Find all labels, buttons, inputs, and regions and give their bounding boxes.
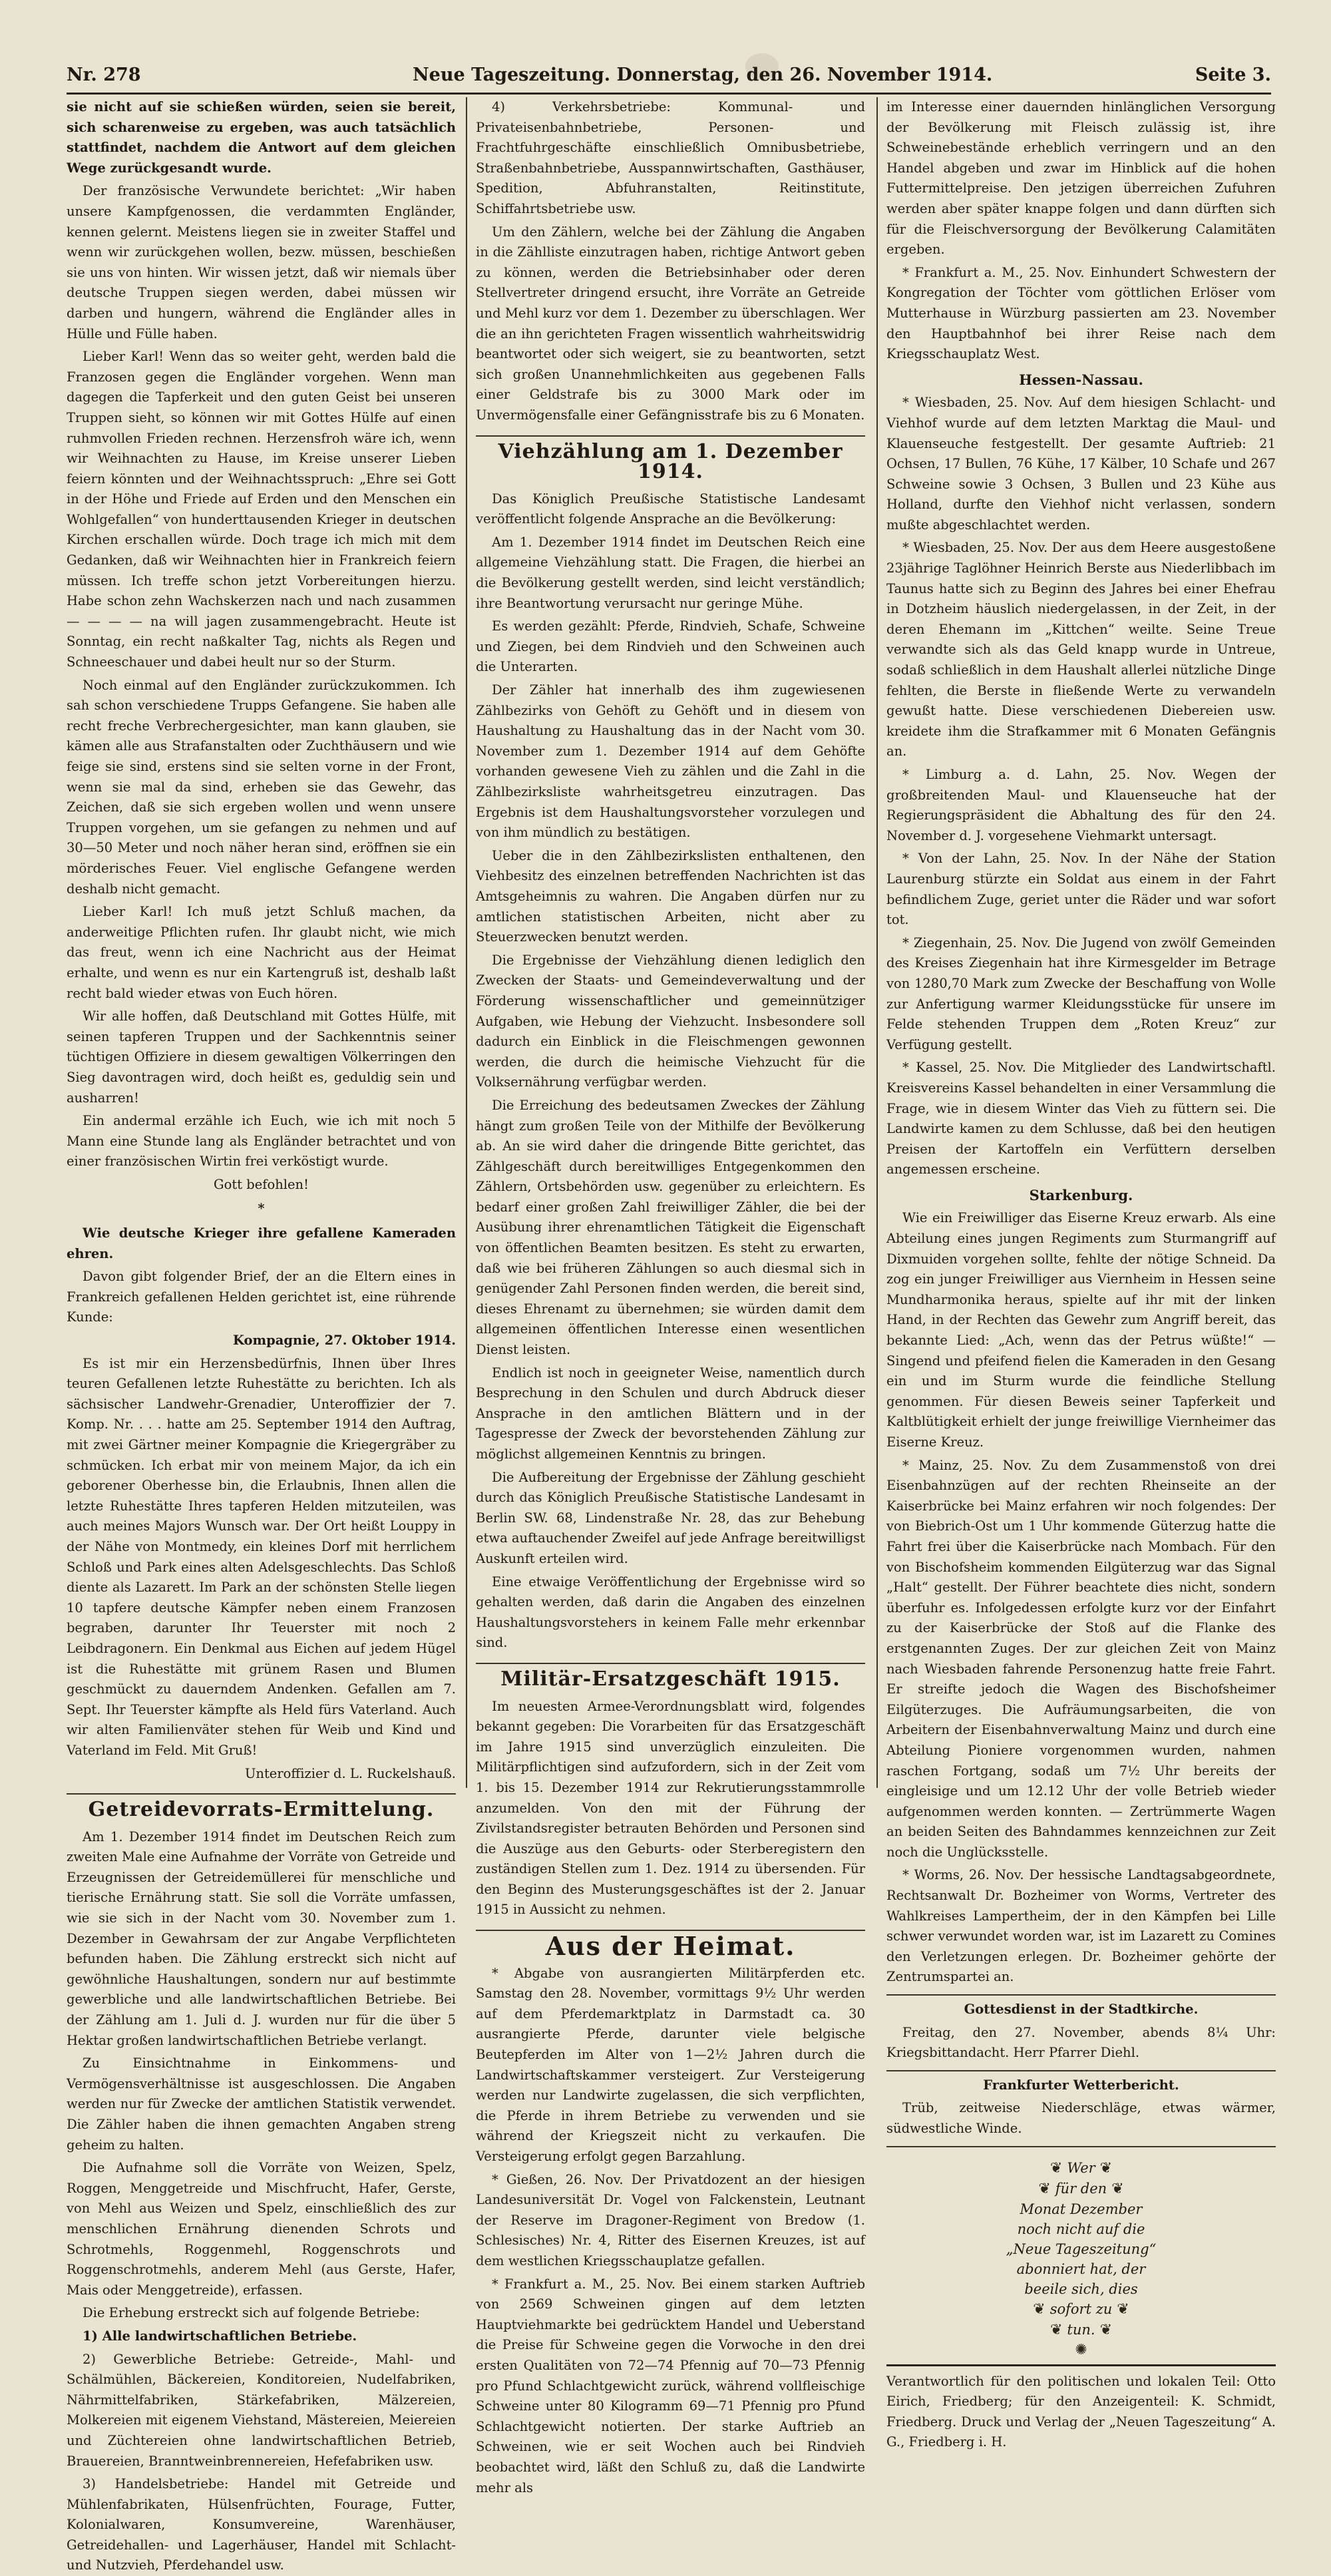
paragraph: Die Aufnahme soll die Vorräte von Weizen, Spelz, Roggen, Menggetreide und Mischfrucht, Hafer, Gerste, von Mehl aus Weizen und Spelz, einschließlich des zur menschlichen Ernährung dienenden Schrots und Schrotmehls, Roggenmehl, Roggenschrots und Roggenschrotmehls, anderem Mehl (aus Gerste, Hafer, Mais oder Menggetreide), erfassen. <box>67 2160 456 2298</box>
page-number: Seite 3. <box>1195 65 1271 85</box>
paragraph: Das Königlich Preußische Statistische Landesamt veröffentlicht folgende Ansprache an die Bevölkerung: <box>476 491 865 527</box>
rule <box>886 2146 1276 2147</box>
ad-line: tun. <box>1067 2321 1095 2338</box>
paragraph: Trüb, zeitweise Niederschläge, etwas wärmer, südwestliche Winde. <box>886 2100 1276 2136</box>
headline-viehzaehlung: Viehzählung am 1. Dezember 1914. <box>476 435 865 483</box>
article-lead: Wie deutsche Krieger ihre gefallene Kameraden ehren. <box>67 1225 456 1261</box>
paragraph: Zu Einsichtnahme in Einkommens- und Vermögensverhältnisse ist ausgeschlossen. Die Angaben werden nur für Zwecke der amtlichen Statistik verwendet. Die Zähler haben die ihnen gemachten Angaben streng geheim zu halten. <box>67 2055 456 2153</box>
list-item: 2) Gewerbliche Betriebe: Getreide-, Mahl- und Schälmühlen, Bäckereien, Konditoreien, Nudelfabriken, Nährmittelfabriken, Stärkefabriken, Mälzereien, Molkereien mit eigenem Viehstand, Mästereien, Meiereien und Züchtereien ohne landwirtschaftlichen Betrieb, Brauereien, Branntweinbrennereien, Hefefabriken usw. <box>67 2351 456 2469</box>
subscription-advert <box>982 2158 1181 2360</box>
paragraph: Ueber die in den Zählbezirkslisten enthaltenen, den Viehbesitz des einzelnen betreffenden Nachrichten ist das Amtsgeheimnis zu wahren. Die Angaben dürfen nur zu amtlichen statistischen Arbeiten, nicht aber zu Steuerzwecken benutzt werden. <box>476 847 865 945</box>
paragraph: sie nicht auf sie schießen würden, seien sie bereit, sich scharenweise zu ergeben, was auch tatsächlich stattfindet, nachdem die Antwort auf dem gleichen Wege zurückgesandt wurde. <box>67 99 456 176</box>
paragraph: im Interesse einer dauernden hinlänglichen Versorgung der Bevölkerung mit Fleisch zulässig ist, ihre Schweinebestände erheblich verringern und an den Handel abgeben und zwar im Hinblick auf die hohen Futtermittelpreise. Den jetzigen überreichen Zufuhren werden aber später knappe folgen und dann dürften sich für die Fleischversorgung der Bevölkerung Calamitäten ergeben. <box>886 99 1276 258</box>
paragraph: * Frankfurt a. M., 25. Nov. Bei einem starken Auftrieb von 2569 Schweinen gingen auf dem letzten Hauptviehmarkte bei gedrücktem Handel und Ueberstand die Preise für Schweine gegen die Vorwoche in den drei ersten Qualitäten von 72—74 Pfennig auf 70—73 Pfennig pro Pfund Schlachtgewicht zurück, während vollfleischige Schweine unter 80 Kilogramm 69—71 Pfennig pro Pfund Schlachtgewicht notierten. Der starke Auftrieb an Schweinen, wie er seit Wochen auch bei Rindvieh beobachtet wird, läßt den Schluß zu, daß die Landwirte mehr als <box>476 2276 865 2495</box>
paragraph: Im neuesten Armee-Verordnungsblatt wird, folgendes bekannt gegeben: Die Vorarbeiten für das Ersatzgeschäft im Jahre 1915 sind unverzüglich einzuleiten. Die Militärpflichtigen sind aufzufordern, sich in der Zeit vom 1. bis 15. Dezember 1914 zur Rekrutierungsstammrolle anzumelden. Von den mit der Führung der Zivilstandsregister betrauten Behörden und Personen sind die Auszüge aus den Geburts- oder Sterberegistern den zuständigen Stellen zum 1. Dez. 1914 zu übersenden. Für den Beginn des Musterungsgeschäftes ist der 2. Januar 1915 in Aussicht zu nehmen. <box>476 1698 865 1918</box>
paragraph: Die Erhebung erstreckt sich auf folgende Betriebe: <box>83 2305 420 2321</box>
list-item: 4) Verkehrsbetriebe: Kommunal- und Privateisenbahnbetriebe, Personen- und Frachtfuhrgeschäfte einschließlich Omnibusbetriebe, Straßenbahnbetriebe, Ausspannwirtschaften, Gasthäuser, Spedition, Abfuhranstalten, Reitinstitute, Schiffahrtsbetriebe usw. <box>476 99 865 216</box>
separator: * <box>258 1201 265 1217</box>
list-item: 1) Alle landwirtschaftlichen Betriebe. <box>83 2328 357 2344</box>
paragraph: Es ist mir ein Herzensbedürfnis, Ihnen über Ihres teuren Gefallenen letzte Ruhestätte zu berichten. Ich als sächsischer Landwehr-Grenadier, Unteroffizier der 7. Komp. Nr. . . . hatte am 25. September 1914 den Auftrag, mit zwei Gärtner meiner Kompagnie die Kriegergräber zu schmücken. Ich erbat mir von meinem Major, da ich ein geborener Oberhesse bin, die Erlaubnis, Ihnen allen die letzte Ruhestätte Ihres tapferen Helden mitzuteilen, was auch meines Majors Wunsch war. Der Ort heißt Louppy in der Nähe von Montmedy, ein kleines Dorf mit herrlichem Schloß und Park eines alten Adelsgeschlechts. Das Schloß diente als Lazarett. Im Park an der schönsten Stelle liegen 10 tapfere deutsche Kämpfer neben einem Franzosen begraben, darunter Ihr Teuerster mit noch 2 Leibdragonern. Ein Denkmal aus Eichen auf jedem Hügel ist die Ruhestätte mit grünem Rasen und Blumen geschmückt zu dauerndem Andenken. Gefallen am 7. Sept. Ihr Teuerster kämpfte als Held fürs Vaterland. Auch wir alten Familienväter stehen für Weib und Kind und Vaterland im Feld. Mit Gruß! <box>67 1355 456 1758</box>
paragraph: Wir alle hoffen, daß Deutschland mit Gottes Hülfe, mit seinen tapferen Truppen und der Sachkenntnis seiner tüchtigen Offiziere in diesem gewaltigen Völkerringen den Sieg davontragen wird, doch heißt es, geduldig sein und ausharren! <box>67 1008 456 1106</box>
paragraph: Die Aufbereitung der Ergebnisse der Zählung geschieht durch das Königlich Preußische Statistische Landesamt in Berlin SW. 68, Lindenstraße Nr. 28, das zur Behebung etwa auftauchender Zweifel auf jede Anfrage bereitwilligst Auskunft erteilen wird. <box>476 1469 865 1566</box>
headline-getreide: Getreidevorrats-Ermittelung. <box>67 1793 456 1821</box>
header-title: Neue Tageszeitung. Donnerstag, den 26. November 1914. <box>413 65 993 85</box>
ornament-icon: ❦ <box>1038 2180 1055 2197</box>
paragraph: Noch einmal auf den Engländer zurückzukommen. Ich sah schon verschiedene Trupps Gefangene. Sie haben alle recht freche Verbrechergesichter, man kann glauben, sie kämen alle aus Strafanstalten oder Zuchthäusern und wie feige sie sind, erstens sind sie selten vorne in der Front, wenn sie mal da sind, erheben sie das Gewehr, das Zeichen, daß sie sich ergeben wollen und wenn unsere Truppen vorgehen, um sie gefangen zu nehmen und auf 30—50 Meter und noch näher heran sind, eröffnen sie ein mörderisches Feuer. Viel englische Gefangene werden deshalb nicht gemacht. <box>67 677 456 897</box>
paragraph: Am 1. Dezember 1914 findet im Deutschen Reich eine allgemeine Viehzählung statt. Die Fragen, die hierbei an die Bevölkerung gestellt werden, sind leicht verständlich; ihre Beantwortung verursacht nur geringe Mühe. <box>476 534 865 611</box>
paragraph: Am 1. Dezember 1914 findet im Deutschen Reich zum zweiten Male eine Aufnahme der Vorräte von Getreide und Erzeugnissen der Getreidemüllerei für menschliche und tierische Ernährung statt. Sie soll die Vorräte umfassen, wie sie sich in der Nacht vom 30. November zum 1. Dezember in Gewahrsam der zur Angabe Verpflichteten befunden haben. Die Zählung erstreckt sich nicht auf gewöhnliche Haushaltungen, sondern nur auf bestimmte gewerbliche und alle landwirtschaftlichen Betriebe. Bei der Zählung am 1. Juli d. J. wurden nur für die über 5 Hektar großen landwirtschaftlichen Betriebe verlangt. <box>67 1828 456 2048</box>
ad-line: „Neue Tageszeitung“ <box>1006 2241 1157 2257</box>
section-starkenburg: Starkenburg. <box>1029 1186 1133 1203</box>
paragraph: Wie ein Freiwilliger das Eiserne Kreuz erwarb. Als eine Abteilung eines jungen Regiments zum Sturmangriff auf Dixmuiden vorgehen sollte, fehlte der nötige Schneid. Da zog ein junger Freiwilliger aus Viernheim in Hessen seine Mundharmonika heraus, spielte auf ihr mit der linken Hand, in der Rechten das Gewehr zum Angriff bereit, das bekannte Lied: „Ach, wenn das der Petrus wüßte!“ — Singend und pfeifend fielen die Kameraden in den Gesang ein und im Sturm wurde die feindliche Stellung genommen. Für diesen Beweis seiner Tapferkeit und Kaltblütigkeit erhielt der junge freiwillige Viernheimer das Eiserne Kreuz. <box>886 1210 1276 1450</box>
ornament-icon: ❦ <box>1095 2321 1113 2338</box>
rule <box>886 1994 1276 1996</box>
paragraph: Der Zähler hat innerhalb des ihm zugewiesenen Zählbezirks von Gehöft zu Gehöft und in diesem von Haushaltung zu Haushaltung das in der Nacht vom 30. November zum 1. Dezember 1914 auf dem Gehöfte vorhanden gewesene Vieh zu zählen und die Zahl in die Zählbezirksliste wahrheitsgetreu einzutragen. Das Ergebnis ist dem Haushaltungsvorsteher vorzulegen und von ihm mündlich zu bestätigen. <box>476 682 865 841</box>
column-3 <box>886 97 1276 2450</box>
paragraph: * Wiesbaden, 25. Nov. Auf dem hiesigen Schlacht- und Viehhof wurde auf dem letzten Marktag die Maul- und Klauenseuche festgestellt. Der gesamte Auftrieb: 21 Ochsen, 17 Bullen, 76 Kühe, 17 Kälber, 10 Schafe und 267 Schweine sowie 3 Ochsen, 3 Bullen und 23 Kühe aus Holland, durfte den Viehhof nicht verlassen, sondern mußte abgeschlachtet werden. <box>886 395 1276 533</box>
ad-line: sofort zu <box>1049 2300 1113 2317</box>
letter-dateline: Kompagnie, 27. Oktober 1914. <box>232 1333 456 1349</box>
column-2 <box>476 97 865 2495</box>
paragraph: Eine etwaige Veröffentlichung der Ergebnisse wird so gehalten werden, daß darin die Angaben des einzelnen Haushaltungsvorstehers in keinem Falle mehr erkennbar sind. <box>476 1574 865 1651</box>
ad-line: Wer <box>1067 2159 1095 2176</box>
paragraph: * Gießen, 26. Nov. Der Privatdozent an der hiesigen Landesuniversität Dr. Vogel von Falckenstein, Leutnant der Reserve im Dragoner-Regiment von Bredow (1. Schlesisches) Nr. 4, Ritter des Eisernen Kreuzes, ist auf dem westlichen Kriegsschauplatze gefallen. <box>476 2171 865 2268</box>
rule <box>886 2070 1276 2071</box>
ad-line: noch nicht auf die <box>1017 2221 1145 2237</box>
issue-number: Nr. 278 <box>67 65 141 85</box>
paragraph: Lieber Karl! Ich muß jetzt Schluß machen, da anderweitige Pflichten rufen. Ihr glaubt nicht, wie mich das freut, wenn ich eine Nachricht aus der Heimat erhalte, und wenn es nur ein Kartengruß ist, deshalb laßt recht bald wieder etwas von Euch hören. <box>67 904 456 1001</box>
weather-title: Frankfurter Wetterbericht. <box>983 2077 1179 2093</box>
ornament-medallion-icon: ✺ <box>1075 2341 1087 2358</box>
paragraph: * Worms, 26. Nov. Der hessische Landtagsabgeordnete, Rechtsanwalt Dr. Bozheimer von Worms, Vertreter des Wahlkreises Lampertheim, der in den Kämpfen bei Lille schwer verwundet worden war, ist im Lazarett zu Comines den Verletzungen erlegen. Dr. Bozheimer gehörte der Zentrumspartei an. <box>886 1867 1276 1985</box>
paragraph: Die Ergebnisse der Viehzählung dienen lediglich den Zwecken der Staats- und Gemeindeverwaltung und der Förderung wissenschaftlicher und gemeinnütziger Aufgaben, wie Hebung der Viehzucht. Insbesondere soll dadurch ein Einblick in die Fleischmengen gewonnen werden, die durch die heimische Viehzucht für die Volksernährung verfügbar werden. <box>476 952 865 1090</box>
paragraph: * Kassel, 25. Nov. Die Mitglieder des Landwirtschaftl. Kreisvereins Kassel behandelten in einer Versammlung die Frage, wie in diesem Winter das Vieh zu füttern sei. Die Landwirte kamen zu dem Schlusse, daß bei den heutigen Preisen der Kartoffeln ein Verfüttern derselben angemessen erscheine. <box>886 1060 1276 1178</box>
list-item: 3) Handelsbetriebe: Handel mit Getreide und Mühlenfabrikaten, Hülsenfrüchten, Fourage, Futter, Kolonialwaren, Konsumvereine, Warenhäuser, Getreidehallen- und Lagerhäuser, Handel mit Schlacht- und Nutzvieh, Pferdehandel usw. <box>67 2476 456 2573</box>
masthead <box>67 63 1271 95</box>
ad-line: beeile sich, dies <box>1024 2280 1138 2297</box>
column-rule <box>466 97 467 1788</box>
ornament-icon: ❦ <box>1112 2300 1129 2318</box>
paragraph: * Ziegenhain, 25. Nov. Die Jugend von zwölf Gemeinden des Kreises Ziegenhain hat ihre Kirmesgelder im Betrage von 1280,70 Mark zum Zwecke der Beschaffung von Wolle zur Anfertigung warmer Kleidungsstücke für unsere im Felde stehenden Truppen dem „Roten Kreuz“ zur Verfügung gestellt. <box>886 935 1276 1052</box>
paragraph: * Frankfurt a. M., 25. Nov. Einhundert Schwestern der Kongregation der Töchter vom göttlichen Erlöser vom Mutterhause in Würzburg passierten am 23. November den Hauptbahnhof bei ihrer Reise nach dem Kriegsschauplatz West. <box>886 264 1276 362</box>
paragraph: Davon gibt folgender Brief, der an die Eltern eines in Frankreich gefallenen Helden gerichtet ist, eine rührende Kunde: <box>67 1269 456 1325</box>
column-1 <box>67 97 456 2573</box>
paragraph: Der französische Verwundete berichtet: „Wir haben unsere Kampfgenossen, die verdammten Engländer, kennen gelernt. Meistens liegen sie in zweiter Staffel und wenn wir zurückgehen wollen, bezw. müssen, beschießen sie uns von hinten. Wir wissen jetzt, daß wir niemals über deutsche Truppen siegen werden, dabei müssen wir darben und hungern, während die Engländer alles in Hülle und Fülle haben. <box>67 183 456 341</box>
ad-line: für den <box>1055 2180 1107 2197</box>
ornament-icon: ❦ <box>1049 2321 1067 2338</box>
section-hessen-nassau: Hessen-Nassau. <box>1019 371 1143 388</box>
paragraph: * Limburg a. d. Lahn, 25. Nov. Wegen der großbreitenden Maul- und Klauenseuche hat der Regierungspräsident die Abhaltung des für den 24. November d. J. vorgesehene Viehmarkt untersagt. <box>886 767 1276 843</box>
paragraph: * Wiesbaden, 25. Nov. Der aus dem Heere ausgestoßene 23jährige Taglöhner Heinrich Berste aus Niederlibbach im Taunus hatte sich zu Beginn des Jahres bei einer Ehefrau in Dotzheim häuslich niedergelassen, in der Zeit, in der deren Ehemann im „Kittchen“ weilte. Seine Treue verwandte sich als das Geld knapp wurde in Untreue, sodaß schließlich in dem Haushalt allerlei nützliche Dinge fehlten, die Berste in fließende Werte zu verwandeln gewußt hatte. Diese verschiedenen Diebereien usw. kreidete ihm die Strafkammer mit 6 Monaten Gefängnis an. <box>886 540 1276 759</box>
ornament-icon: ❦ <box>1095 2159 1113 2177</box>
column-rule <box>876 97 878 1788</box>
paragraph: * Abgabe von ausrangierten Militärpferden etc. Samstag den 28. November, vormittags 9½ Uhr werden auf dem Pferdemarktplatz in Darmstadt ca. 30 ausrangierte Pferde, darunter viele belgische Beutepferden im Alter von 1—2½ Jahren durch die Landwirtschaftskammer versteigert. Zur Versteigerung werden nur Landwirte zugelassen, die sich verpflichten, die Pferde in ihrem Betriebe zu verwenden und sie während der Kriegszeit nicht zu verkaufen. Die Versteigerung erfolgt gegen Barzahlung. <box>476 1965 865 2164</box>
paragraph: * Mainz, 25. Nov. Zu dem Zusammenstoß von drei Eisenbahnzügen auf der rechten Rheinseite an der Kaiserbrücke bei Mainz erfahren wir noch folgendes: Der von Biebrich-Ost um 1 Uhr kommende Güterzug hatte die Fahrt frei über die Kaiserbrücke nach Mombach. Für den von Bischofsheim kommenden Eilgüterzug war das Signal „Halt“ gestellt. Der Führer beachtete dies nicht, sondern überfuhr es. Infolgedessen erfolgte kurz vor der Einfahrt zu der Kaiserbrücke der Stoß auf die Flanke des erstgenannten Zuges. Der zur gleichen Zeit von Mainz nach Wiesbaden fahrende Personenzug hatte freie Fahrt. Er streifte jedoch die Wagen des Bischofsheimer Eilgüterzuges. Die Aufräumungsarbeiten, die von Arbeitern der Eisenbahnverwaltung Mainz und durch eine Abteilung Pioniere vorgenommen wurden, nahmen raschen Fortgang, sodaß um 7½ Uhr bereits der eingleisige und um 12.12 Uhr der volle Betrieb wieder aufgenommen werden konnten. — Zertrümmerte Wagen an beiden Seiten des Bahndammes kennzeichnen zur Zeit noch die Unglücksstelle. <box>886 1457 1276 1860</box>
paragraph: Ein andermal erzähle ich Euch, wie ich mit noch 5 Mann eine Stunde lang als Engländer betrachtet und von einer französischen Wirtin frei verköstigt wurde. <box>67 1113 456 1170</box>
ornament-icon: ❦ <box>1033 2300 1050 2318</box>
paragraph: Um den Zählern, welche bei der Zählung die Angaben in die Zählliste einzutragen haben, richtige Antwort geben zu können, werden die Betriebsinhaber oder deren Stellvertreter dringend ersucht, ihre Vorräte an Getreide und Mehl kurz vor dem 1. Dezember zu überschlagen. Wer die an ihn gerichteten Fragen wissentlich wahrheitswidrig beantwortet oder sich weigert, sie zu beantworten, setzt sich großen Unannehmlichkeiten aus gegebenen Falls einer Geldstrafe bis zu 3000 Mark oder im Unvermögensfalle einer Gefängnisstrafe bis zu 6 Monaten. <box>476 224 865 423</box>
notice-title: Gottesdienst in der Stadtkirche. <box>964 2002 1199 2018</box>
ornament-icon: ❦ <box>1049 2159 1067 2177</box>
ad-line: abonniert hat, der <box>1016 2260 1146 2277</box>
headline-militaer: Militär-Ersatzgeschäft 1915. <box>476 1663 865 1690</box>
signature-line: Unteroffizier d. L. Ruckelshauß. <box>244 1765 456 1781</box>
paragraph: * Von der Lahn, 25. Nov. In der Nähe der Station Laurenburg stürzte ein Soldat aus einem in der Fahrt befindlichem Zuge, geriet unter die Räder und war sofort tot. <box>886 851 1276 928</box>
paragraph: Freitag, den 27. November, abends 8¼ Uhr: Kriegsbittandacht. Herr Pfarrer Diehl. <box>886 2024 1276 2061</box>
paragraph: Es werden gezählt: Pferde, Rindvieh, Schafe, Schweine und Ziegen, bei dem Rindvieh und den Schweinen auch die Unterarten. <box>476 618 865 675</box>
paragraph: Lieber Karl! Wenn das so weiter geht, werden bald die Franzosen gegen die Engländer vorgehen. Wenn man dagegen die Tapferkeit und den guten Geist bei unseren Truppen sieht, so können wir mit Gottes Hülfe auf einen ruhmvollen Frieden rechnen. Herzensfroh wäre ich, wenn wir Weihnachten zu Hause, im Kreise unserer Lieben feiern könnten und der Weihnachtsspruch: „Ehre sei Gott in der Höhe und Friede auf Erden und den Menschen ein Wohlgefallen“ von hunderttausenden Krieger in deutschen Kirchen erschallen würde. Doch trage ich mich mit dem Gedanken, daß wir Weihnachten hier in Frankreich feiern müssen. Ich treffe schon jetzt Vorbereitungen hierzu. Habe schon zehn Wachskerzen nach und nach zusammen — — — — na will jagen zusammengebracht. Heute ist Sonntag, ein recht naßkalter Tag, nichts als Regen und Schneeschauer und dabei heult nur so der Sturm. <box>67 349 456 670</box>
impressum: Verantwortlich für den politischen und lokalen Teil: Otto Eirich, Friedberg; für den Anzeigenteil: K. Schmidt, Friedberg. Druck und Verlag der „Neuen Tageszeitung“ A. G., Friedberg i. H. <box>886 2364 1276 2453</box>
paragraph: Die Erreichung des bedeutsamen Zweckes der Zählung hängt zum großen Teile von der Mithilfe der Bevölkerung ab. An sie wird daher die dringende Bitte gerichtet, das Zählgeschäft durch bereitwilliges Entgegenkommen den Zählern, Ortsbehörden usw. gegenüber zu erleichtern. Es bedarf einer großen Zahl freiwilliger Zähler, die bei der Ausübung ihrer ehrenamtlichen Tätigkeit die Eigenschaft von öffentlichen Beamten besitzen. Es steht zu erwarten, daß wie bei früheren Zählungen so auch diesmal sich in genügender Zahl Personen finden werden, die bereit sind, dieses Ehrenamt zu übernehmen; sie würden damit dem allgemeinen öffentlichen Interesse einen wesentlichen Dienst leisten. <box>476 1097 865 1358</box>
closing-line: Gott befohlen! <box>214 1176 309 1192</box>
ad-line: Monat Dezember <box>1020 2201 1143 2217</box>
paragraph: Endlich ist noch in geeigneter Weise, namentlich durch Besprechung in den Schulen und durch Abdruck dieser Ansprache in den amtlichen Blättern und in der Tagespresse der Zweck der bevorstehenden Zählung zur möglichst allgemeinen Kenntnis zu bringen. <box>476 1365 865 1462</box>
ornament-icon: ❦ <box>1107 2180 1124 2197</box>
headline-heimat: Aus der Heimat. <box>476 1930 865 1957</box>
